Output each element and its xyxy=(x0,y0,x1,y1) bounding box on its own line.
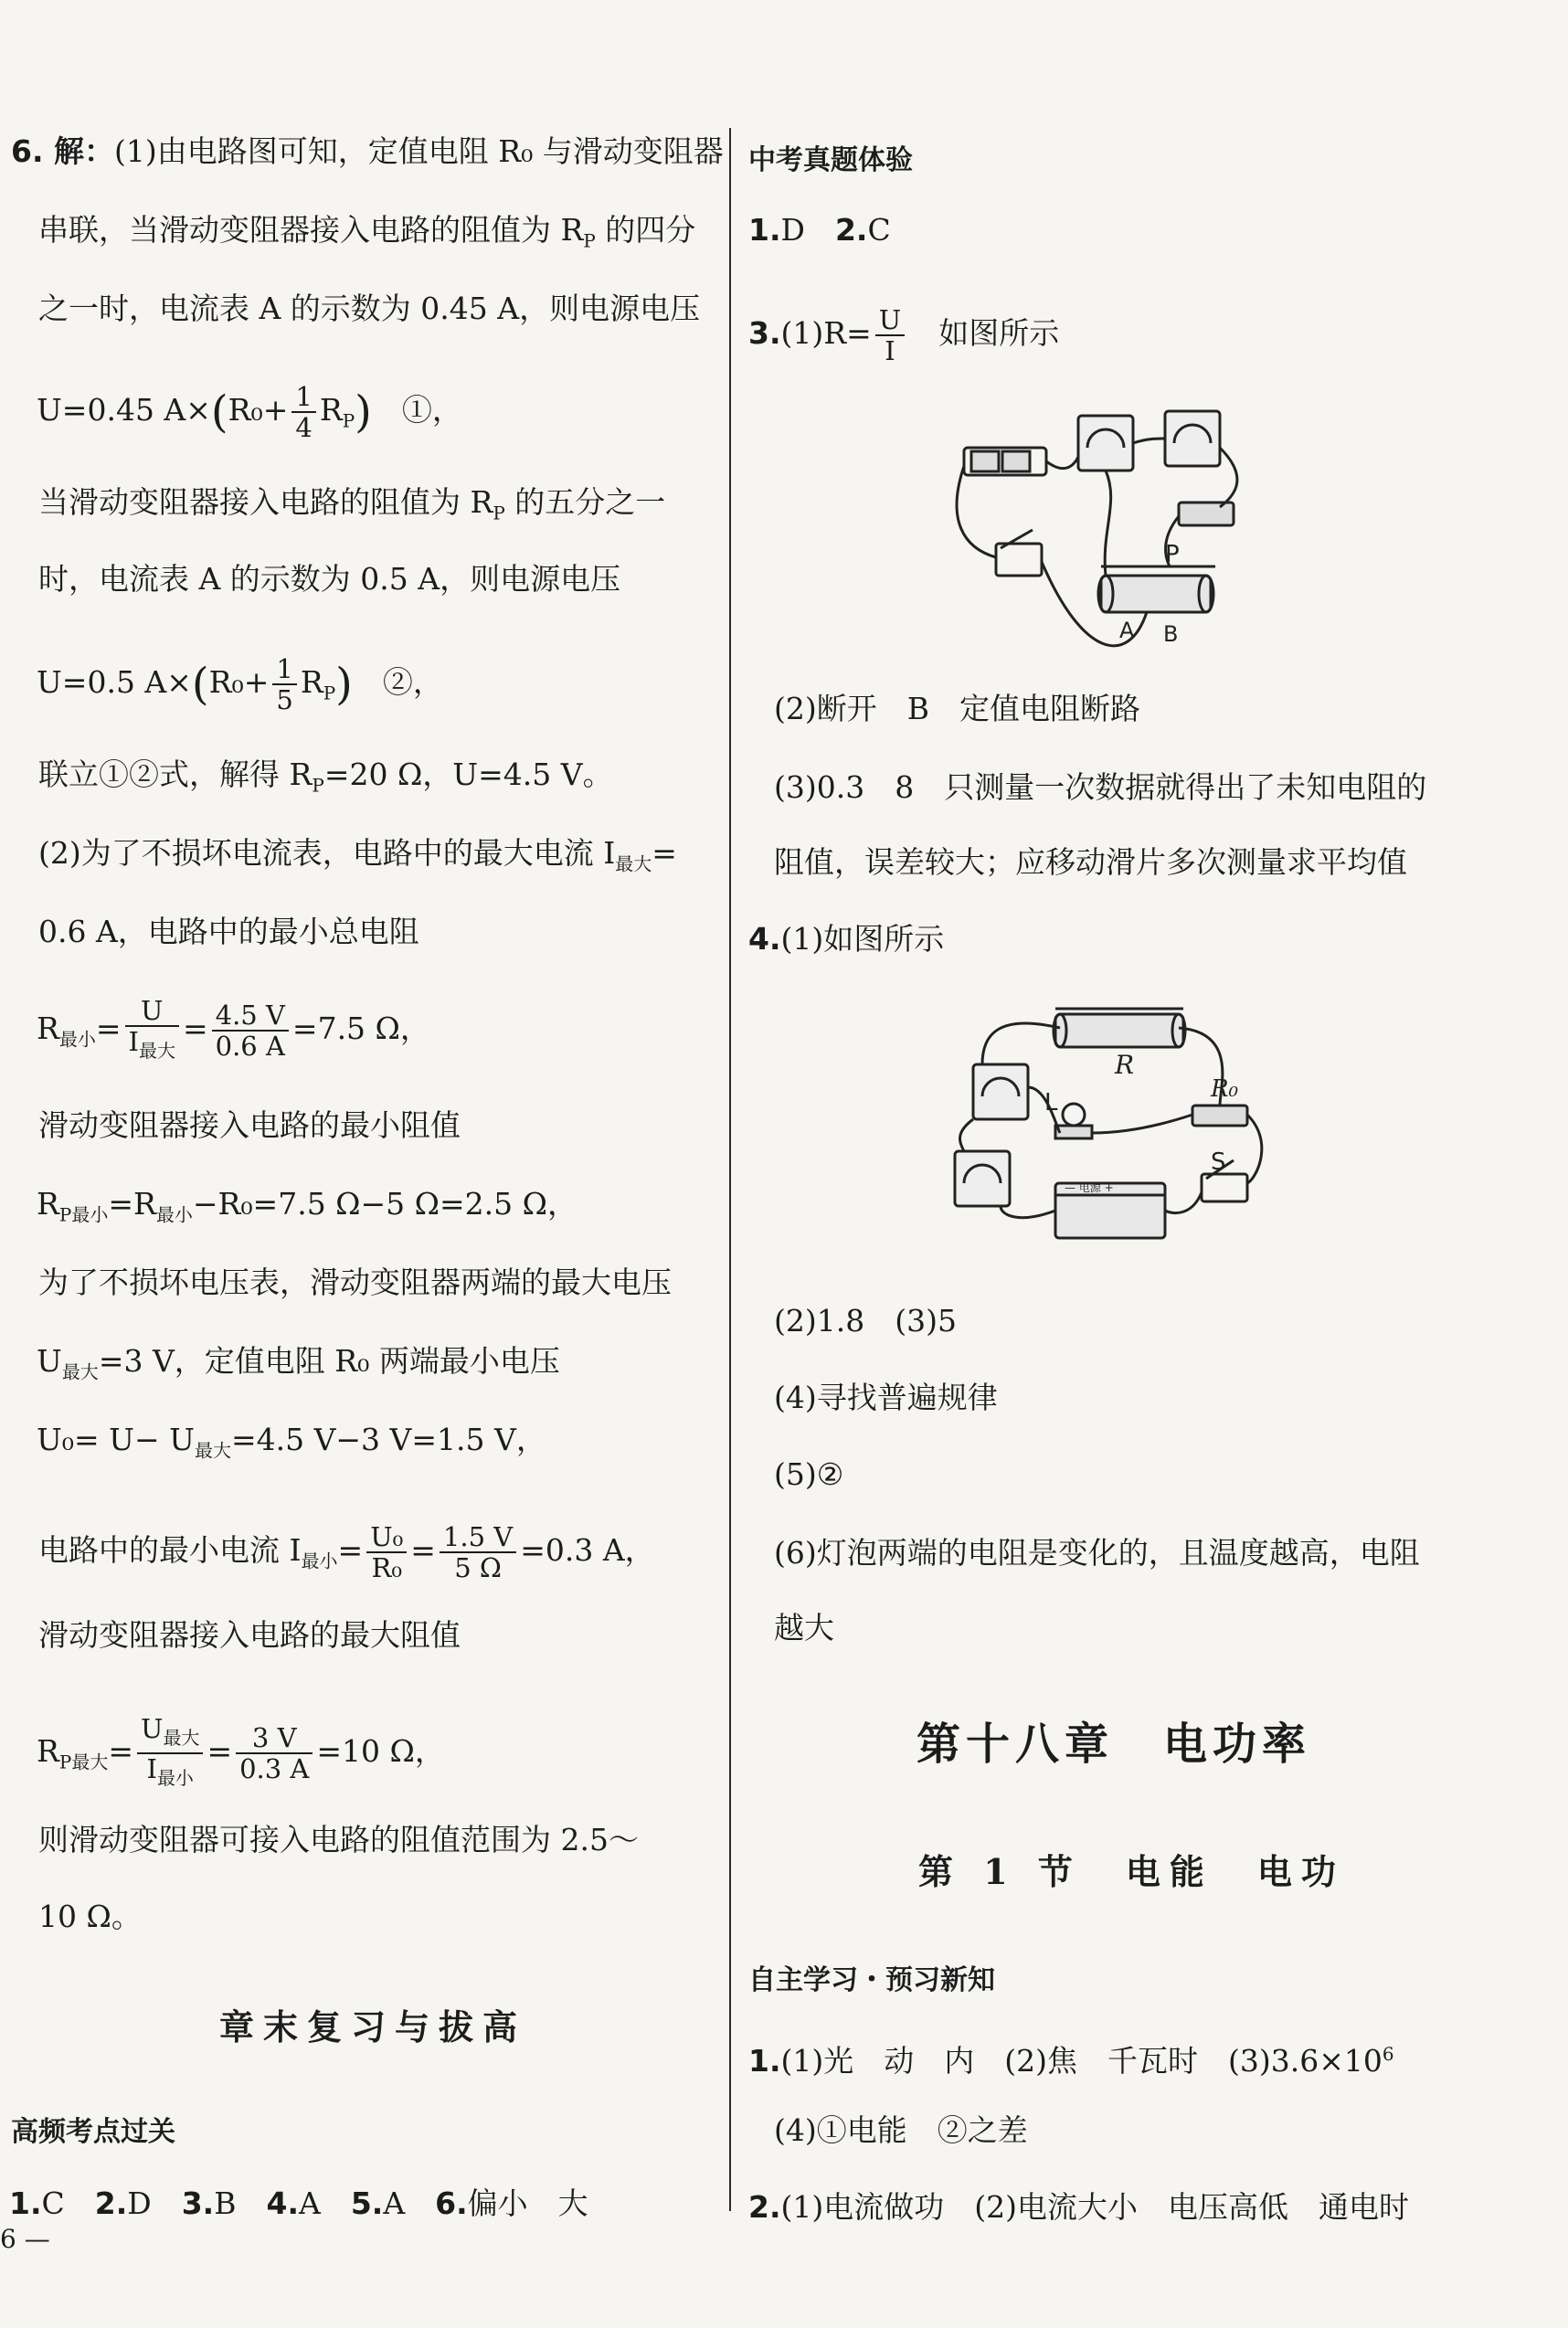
page-number: 6 — xyxy=(0,2224,50,2254)
q4-line-1: 4.(1)如图所示 xyxy=(748,921,945,957)
q6-line-5: 时，电流表 A 的示数为 0.5 A，则电源电压 xyxy=(38,561,621,597)
q4-line-5: (5)② xyxy=(774,1456,844,1492)
equation-4: $R_{P最小}=R_{最小}-R_0=7.5$ Ω−5 Ω=2.5 Ω， xyxy=(37,1186,578,1226)
q3-line-3: (3)0.3 8 只测量一次数据就得出了未知电阻的 xyxy=(774,769,1427,805)
q6-line-4: 当滑动变阻器接入电路的阻值为 $R_P$ 的五分之一 xyxy=(38,484,666,524)
fig1-label-B: B xyxy=(1163,621,1179,647)
q6-line-8: 0.6 A，电路中的最小总电阻 xyxy=(38,914,419,949)
fig1-label-A: A xyxy=(1119,618,1135,643)
q6-line-3: 之一时，电流表 A 的示数为 0.45 A，则电源电压 xyxy=(38,291,701,326)
q6-line-13: 则滑动变阻器可接入电路的阻值范围为 2.5～ xyxy=(38,1822,639,1857)
q6-line-7: (2)为了不损坏电流表，电路中的最大电流 $I_{最大}=$ xyxy=(38,835,677,875)
q3-line-4: 阻值，误差较大；应移动滑片多次测量求平均值 xyxy=(774,844,1407,880)
q6-line-10: 为了不损坏电压表，滑动变阻器两端的最大电压 xyxy=(38,1265,672,1300)
fig2-label-R: R xyxy=(1115,1050,1135,1080)
equation-1: U=0.45 A×(R₀+ $\frac{1}{4}$ $R_P$) ①， xyxy=(37,381,462,443)
zz-line-2: (4)①电能 ②之差 xyxy=(774,2112,1028,2148)
q6-line-9: 滑动变阻器接入电路的最小阻值 xyxy=(38,1107,461,1143)
equation-6: 电路中的最小电流 $I_{最小}=$ $\frac{\text{U₀}}{\text{R₀}}$ = $\frac{1.5 V}{5 \Omega}$ =0.3 A， xyxy=(38,1521,655,1583)
self-study-title: 自主学习・预习新知 xyxy=(748,1964,995,1996)
q4-line-2: (2)1.8 (3)5 xyxy=(774,1303,957,1339)
fig2-label-R0: R₀ xyxy=(1211,1075,1238,1103)
chapter-title: 第十八章 电功率 xyxy=(916,1719,1312,1770)
fig1-label-P: P xyxy=(1165,541,1180,568)
q4-line-6b: 越大 xyxy=(774,1610,834,1645)
q3-line-2: (2)断开 B 定值电阻断路 xyxy=(774,691,1140,726)
section-title: 第 1 节 电能 电功 xyxy=(918,1851,1345,1892)
q6-line-2: 串联，当滑动变阻器接入电路的阻值为 $R_P$ 的四分 xyxy=(38,212,696,252)
q4-line-4: (4)寻找普遍规律 xyxy=(774,1380,998,1415)
fig2-label-power: — 电源 + xyxy=(1065,1181,1114,1194)
q6-line-12: 滑动变阻器接入电路的最大阻值 xyxy=(38,1617,461,1653)
zk-answers-1-2: 1.D 2.C xyxy=(748,212,891,248)
equation-3: $R_{最小}=$ $\frac{U}{I_{最大}}$ = $\frac{4.5 V}{0.6 A}$ =7.5 Ω， xyxy=(37,995,430,1062)
q6-line-11: $U_{最大}=3$ V，定值电阻 R₀ 两端最小电压 xyxy=(37,1343,560,1383)
high-frequency-title: 高频考点过关 xyxy=(11,2116,175,2148)
equation-5: $U_0= U- U_{最大}=4.5$ V−3 V=1.5 V， xyxy=(37,1422,546,1462)
q6-line-14: 10 Ω。 xyxy=(38,1899,142,1934)
q3-line-1: 3.(1)R= $\frac{U}{I}$ 如图所示 xyxy=(748,304,1060,366)
fig2-label-S: S xyxy=(1211,1148,1226,1176)
column-divider xyxy=(729,128,731,2211)
zz-line-1: 1.(1)光 动 内 (2)焦 千瓦时 $(3)3.6\times 10^6$ xyxy=(748,2043,1394,2079)
circuit-diagram-1 xyxy=(946,393,1330,667)
zhongkao-title: 中考真题体验 xyxy=(748,144,913,176)
q6-line-6: 联立①②式，解得 $R_P=20$ Ω，U=4.5 V。 xyxy=(38,757,613,797)
chapter-review-title: 章末复习与拔高 xyxy=(219,2006,527,2048)
equation-2: U=0.5 A×(R₀+ $\frac{1}{5}$ $R_P$) ②， xyxy=(37,653,443,715)
q4-line-6a: (6)灯泡两端的电阻是变化的，且温度越高，电阻 xyxy=(774,1535,1420,1571)
equation-7: $R_{P最大}=$ $\frac{U_{最大}}{I_{最小}}$ = $\frac{3 V}{0.3 A}$ =10 Ω， xyxy=(37,1713,445,1789)
circuit-diagram-2 xyxy=(946,996,1330,1270)
hf-answers: 1.C 2.D 3.B 4.A 5.A 6.偏小 大 xyxy=(9,2185,588,2221)
fig2-label-L: L xyxy=(1044,1089,1058,1116)
zz-line-3: 2.(1)电流做功 (2)电流大小 电压高低 通电时 xyxy=(748,2189,1409,2225)
q6-line-1: 6. 解：(1)由电路图可知，定值电阻 R₀ 与滑动变阻器 xyxy=(11,133,724,169)
